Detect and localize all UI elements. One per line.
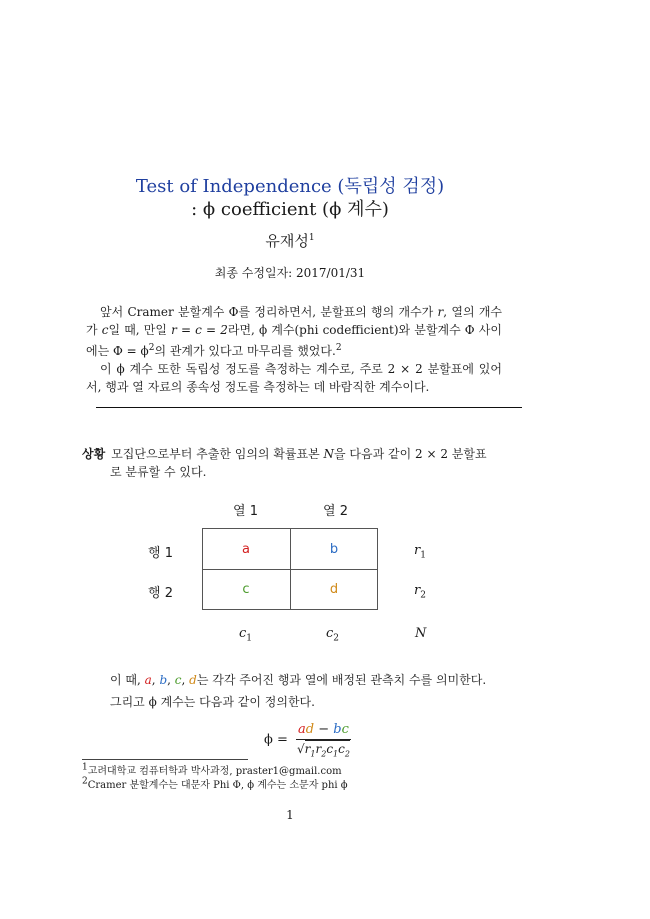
row-total-symbol: r [414,583,421,598]
formula-lhs: ϕ = [264,732,288,748]
formula-numerator [296,722,351,740]
col-total-symbol: c [239,626,247,641]
col-total-symbol: c [326,626,334,641]
radicand [304,740,350,759]
situation-block [82,445,502,481]
num-d: d [305,722,315,737]
den-sub: 2 [344,749,350,759]
den-sub: 1 [333,749,339,759]
cell-d: d [329,582,339,597]
den-c: c [326,742,334,756]
row-total-symbol: r [414,543,421,558]
col-header-1: 열 1 [233,504,258,519]
formula-fraction [296,722,351,758]
formula-denominator [296,740,351,758]
footnote-divider [82,759,248,760]
footnote-text: 고려대학교 컴퓨터학과 박사과정, praster1@gmail.com [87,766,342,777]
math-n: N [323,447,335,461]
situation-text-line2: 로 분류할 수 있다. [110,465,207,479]
situation-text: 을 다음과 같이 2 × 2 분할표 [334,447,487,461]
document-title: Test of Independence (독립성 검정) [135,176,445,197]
row-header-1: 행 1 [148,546,173,561]
col-header-2: 열 2 [323,504,348,519]
footnote-mark: 2 [82,776,88,787]
var-a: a [144,673,152,687]
row-total-2 [414,583,426,601]
revision-date: 최종 수정일자: 2017/01/31 [214,266,366,280]
contingency-table-grid [202,528,378,610]
footnote-mark: 1 [82,762,88,773]
cell-c: c [242,582,250,597]
page-number: 1 [286,808,294,822]
body-text: 이 때, [110,673,145,687]
var-b: b [159,673,168,687]
row-total-1 [414,543,426,561]
author [0,230,580,251]
num-a: a [298,722,306,737]
footnote-1 [82,762,342,777]
body-text: 는 각각 주어진 행과 열에 배정된 관측치 수를 의미한다. [196,673,487,687]
den-sub: 2 [321,749,327,759]
author-footnote-mark: 1 [308,233,315,243]
abstract-paragraph-1 [86,303,502,360]
num-b: b [333,722,342,737]
situation-label: 상황 [82,447,106,461]
section-divider [96,407,522,408]
sqrt-sign: √ [296,742,305,756]
row-total-subscript: 1 [420,550,426,561]
num-c: c [341,722,349,737]
abstract [86,303,502,396]
math-equation: r = c = 2 [171,323,228,337]
var-d: d [189,673,197,687]
num-minus: − [314,722,334,737]
body-line-2: 그리고 ϕ 계수는 다음과 같이 정의한다. [110,695,315,709]
abstract-paragraph-2: 이 ϕ 계수 또한 독립성 정도를 측정하는 계수로, 주로 2 × 2 분할표에 있어서, 행과 열 자료의 종속성 정도를 측정하는 데 바람직한 계수이다. [86,362,502,394]
situation-text: 모집단으로부터 추출한 임의의 확률표본 [111,447,324,461]
den-c: c [338,742,345,756]
den-r: r [304,742,311,756]
grand-total: N [415,626,427,641]
col-total-subscript: 2 [333,633,340,644]
math-square: 2 [148,343,155,353]
document-subtitle: : ϕ coefficient (ϕ 계수) [191,199,389,220]
grid-horizontal-line [203,569,377,570]
den-sub: 1 [310,749,316,759]
abstract-text: 앞서 Cramer 분할계수 Φ를 정리하면서, 분할표의 행의 개수가 [100,305,438,319]
den-r: r [315,742,322,756]
row-total-subscript: 2 [420,590,426,601]
row-header-2: 행 2 [148,586,173,601]
abstract-text: 의 관계가 있다고 마무리를 했었다. [154,344,336,358]
cell-b: b [329,542,339,557]
phi-formula [264,722,351,758]
cell-a: a [242,542,250,557]
var-c: c [174,673,182,687]
abstract-text: , 열의 개수가 [86,305,502,337]
abstract-text: 일 때, 만일 [108,323,172,337]
body-line-1: 이 때, a, b, c, d는 각각 주어진 행과 열에 배정된 관측치 수를 의미한다. [110,673,487,687]
math-c: c [101,323,109,337]
col-total-subscript: 1 [246,633,253,644]
math-r: r [437,305,444,319]
abstract-text: 라면, ϕ 계수(phi codefficient)와 분할계수 Φ 사이에는 Φ = ϕ [86,323,502,358]
col-total-2 [326,626,339,644]
footnote-mark-2: 2 [335,343,342,353]
col-total-1 [239,626,252,644]
author-name: 유재성 [265,232,309,250]
footnote-text: Cramer 분할계수는 대문자 Phi Φ, ϕ 계수는 소문자 phi ϕ [87,780,348,791]
footnote-2 [82,776,348,791]
